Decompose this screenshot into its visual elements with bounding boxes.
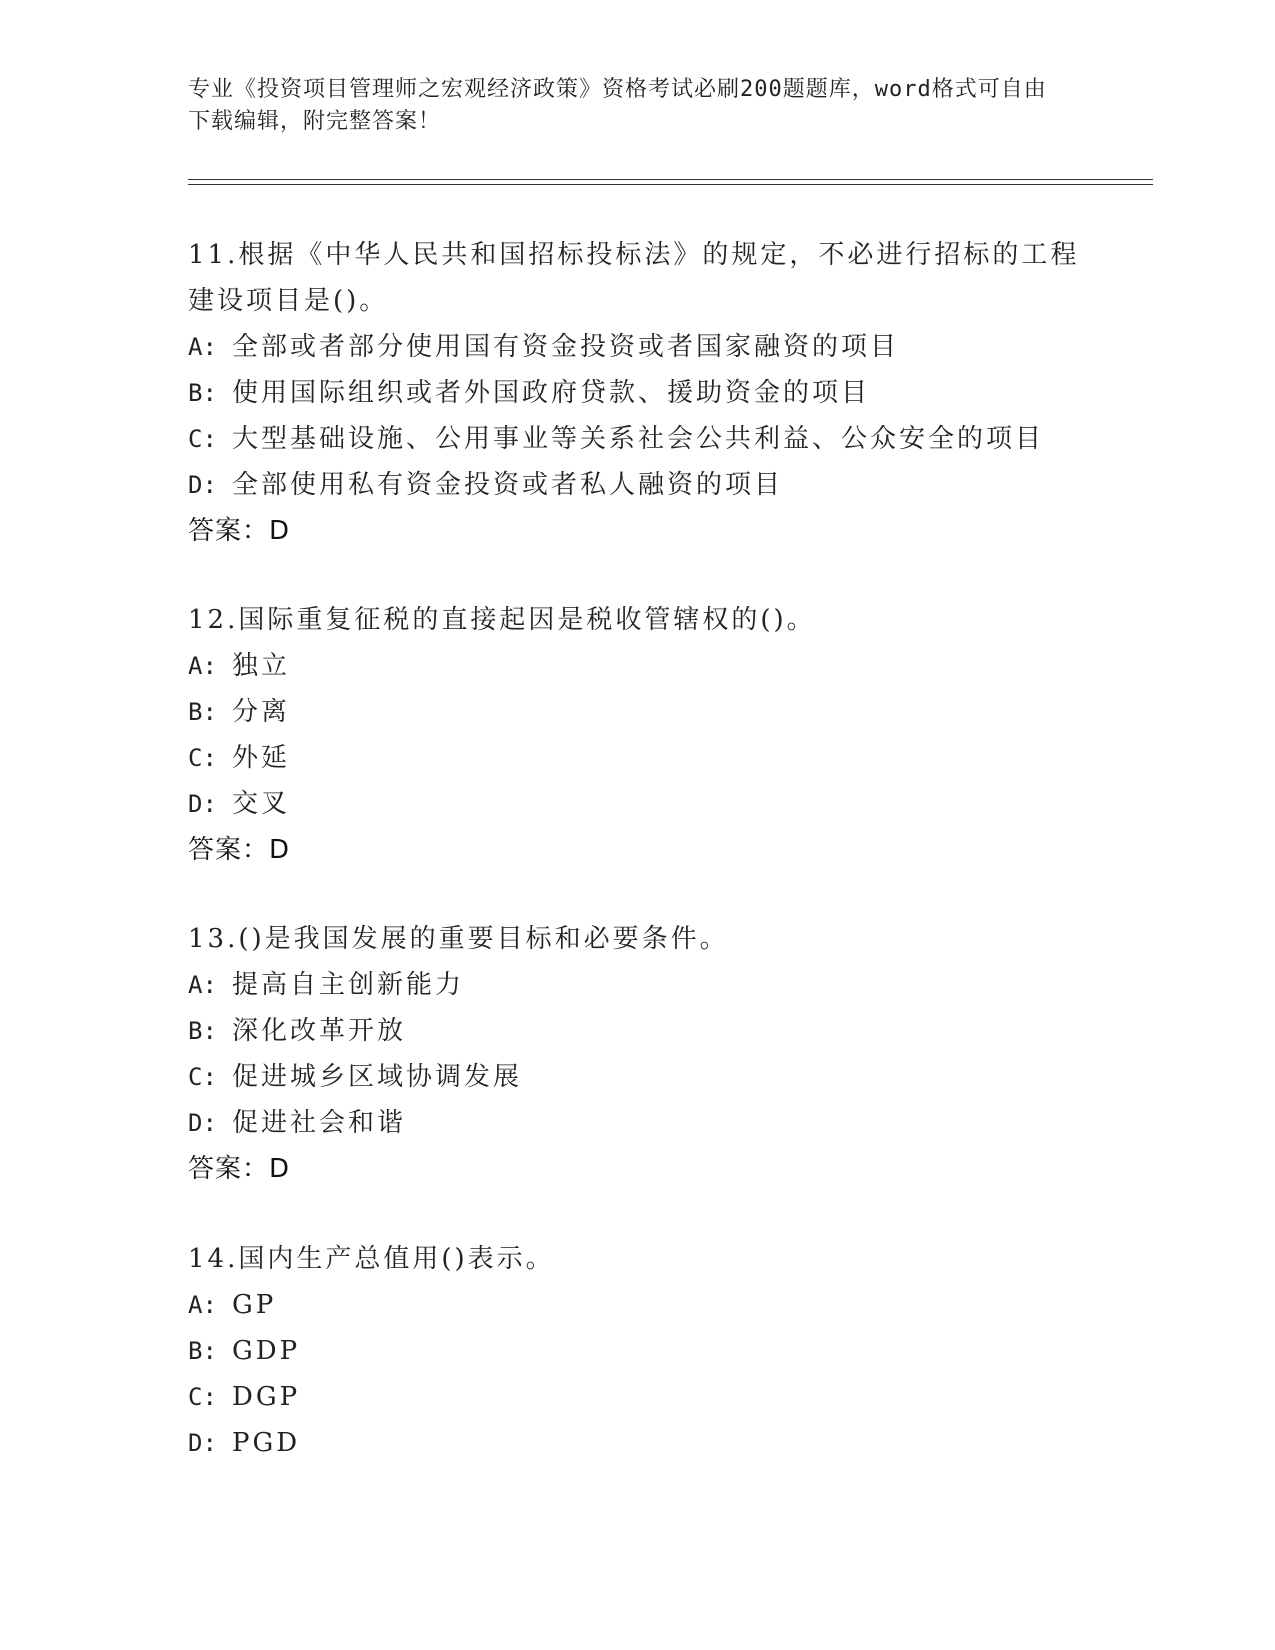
option-key: D: [188,790,217,818]
question-12 [188,597,1088,873]
option-a [188,1282,1088,1328]
option-text: 全部或者部分使用国有资金投资或者国家融资的项目 [232,332,900,362]
option-a [188,962,1088,1008]
question-stem: 14.国内生产总值用()表示。 [188,1244,555,1274]
option-c [188,735,1088,781]
option-key: A: [188,1291,217,1319]
question-stem: 13.()是我国发展的重要目标和必要条件。 [188,924,729,954]
option-text: 交叉 [232,789,291,819]
option-text: GDP [232,1336,301,1366]
option-d [188,1420,1088,1466]
option-b [188,1008,1088,1054]
option-text: 提高自主创新能力 [232,970,465,1000]
option-key: C: [188,744,217,772]
option-text: 深化改革开放 [232,1016,407,1046]
option-text: 大型基础设施、公用事业等关系社会公共利益、公众安全的项目 [232,424,1045,454]
question-14 [188,1236,1088,1466]
option-c [188,416,1088,462]
question-stem: 12.国际重复征税的直接起因是税收管辖权的()。 [188,605,816,635]
question-stem: 11.根据《中华人民共和国招标投标法》的规定，不必进行招标的工程建设项目是()。 [188,240,1080,316]
option-b [188,689,1088,735]
option-c [188,1374,1088,1420]
question-11 [188,232,1088,554]
option-d [188,462,1088,508]
option-text: 促进社会和谐 [232,1108,407,1138]
option-a [188,643,1088,689]
option-key: A: [188,333,217,361]
option-text: 全部使用私有资金投资或者私人融资的项目 [232,470,784,500]
document-header: 专业《投资项目管理师之宏观经济政策》资格考试必刷200题题库，word格式可自由下载编辑，附完整答案！ [188,77,1047,134]
option-a [188,324,1088,370]
header-divider-bottom [188,184,1153,185]
option-key: C: [188,1063,217,1091]
answer-line: 答案：D [188,835,291,865]
question-13 [188,916,1088,1192]
option-key: D: [188,1429,217,1457]
option-key: A: [188,652,217,680]
option-key: A: [188,971,217,999]
option-text: 使用国际组织或者外国政府贷款、援助资金的项目 [232,378,871,408]
option-key: D: [188,1109,217,1137]
header-divider-top [188,179,1153,180]
option-key: B: [188,1337,217,1365]
option-key: C: [188,1383,217,1411]
option-text: 促进城乡区域协调发展 [232,1062,523,1092]
option-key: B: [188,1017,217,1045]
option-b [188,1328,1088,1374]
option-text: 分离 [232,697,291,727]
option-text: 独立 [232,651,291,681]
option-text: DGP [232,1382,301,1412]
answer-line: 答案：D [188,1154,291,1184]
option-text: PGD [232,1428,301,1458]
option-key: B: [188,698,217,726]
option-key: C: [188,425,217,453]
option-c [188,1054,1088,1100]
option-key: B: [188,379,217,407]
option-b [188,370,1088,416]
answer-line: 答案：D [188,516,291,546]
option-d [188,781,1088,827]
option-d [188,1100,1088,1146]
option-text: GP [232,1290,277,1320]
option-key: D: [188,471,217,499]
option-text: 外延 [232,743,291,773]
